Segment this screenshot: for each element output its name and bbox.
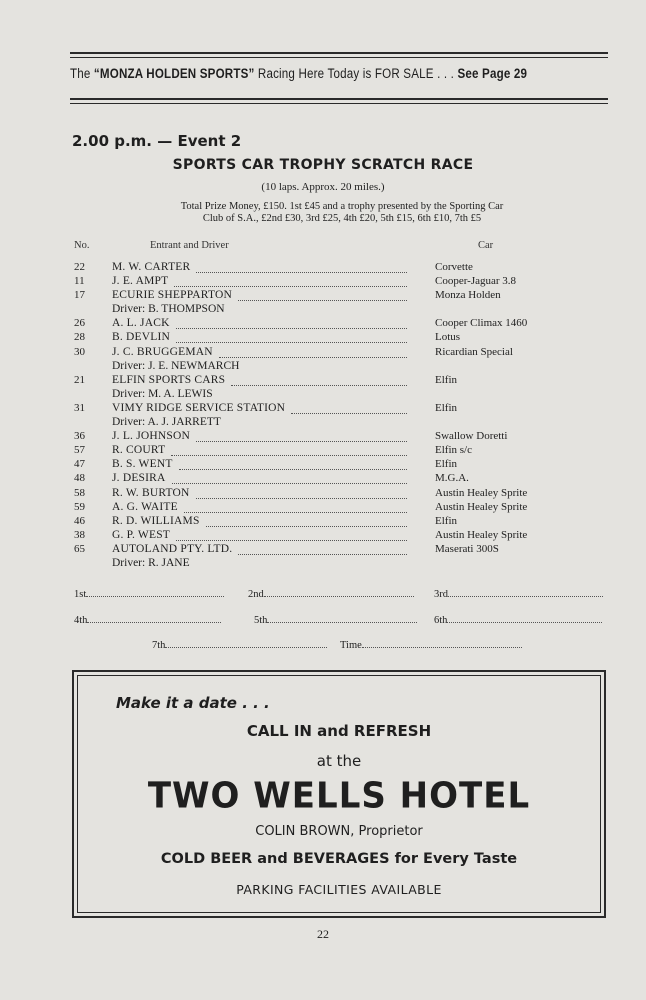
column-header-entrant: Entrant and Driver <box>150 240 229 251</box>
entrant-name: B. S. WENT <box>112 458 173 471</box>
leader-dots <box>291 401 407 414</box>
car-name: Monza Holden <box>435 289 501 302</box>
ad-drinks: COLD BEER and BEVERAGES for Every Taste <box>160 851 518 867</box>
leader-dots <box>176 316 407 329</box>
entry-number: 47 <box>74 458 85 471</box>
prize-line-2: Club of S.A., £2nd £30, 3rd £25, 4th £20, 5th £15, 6th £10, 7th £5 <box>202 213 482 224</box>
entrant-name: R. W. BURTON <box>112 486 190 499</box>
event-time: 2.00 p.m. — <box>72 132 173 150</box>
result-1st-label: 1st <box>74 589 87 600</box>
entrant-name: J. DESIRA <box>112 472 166 485</box>
entry-row <box>72 500 612 514</box>
result-time <box>340 637 522 651</box>
entry-row <box>72 486 612 500</box>
ad-call-in: CALL IN and REFRESH <box>246 722 432 740</box>
leader-dots <box>196 260 407 273</box>
entrant-name: J. L. JOHNSON <box>112 430 190 443</box>
leader-dots <box>176 528 407 541</box>
banner-page-ref: See Page 29 <box>457 66 528 81</box>
driver-row <box>72 387 612 401</box>
car-name: Austin Healey Sprite <box>435 528 528 541</box>
result-2nd <box>248 586 414 600</box>
entry-row <box>72 316 612 330</box>
result-6th-label: 6th <box>434 615 448 626</box>
result-4th <box>74 612 221 626</box>
result-4th-label: 4th <box>74 615 88 626</box>
entry-number: 26 <box>74 317 85 330</box>
car-name: Corvette <box>435 261 473 273</box>
driver-name: Driver: M. A. LEWIS <box>112 387 213 400</box>
race-title: SPORTS CAR TROPHY SCRATCH RACE <box>172 157 474 173</box>
entrant-name: B. DEVLIN <box>112 331 171 344</box>
car-name: Austin Healey Sprite <box>435 486 528 499</box>
entry-list <box>72 260 612 570</box>
driver-name: Driver: J. E. NEWMARCH <box>112 359 240 372</box>
car-name: Swallow Doretti <box>435 430 508 443</box>
banner-car-name: “MONZA HOLDEN SPORTS” <box>93 66 255 81</box>
top-rule-thin <box>70 57 608 58</box>
entry-number: 57 <box>74 444 85 457</box>
result-7th-label: 7th <box>152 640 166 651</box>
car-name: Elfin <box>435 514 457 527</box>
prize-money <box>72 201 612 225</box>
driver-name: Driver: R. JANE <box>112 556 190 569</box>
driver-row <box>72 359 612 373</box>
entrant-name: AUTOLAND PTY. LTD. <box>112 542 233 555</box>
car-name: Austin Healey Sprite <box>435 500 528 513</box>
leader-dots <box>176 330 407 343</box>
entry-row <box>72 288 612 302</box>
entry-row <box>72 274 612 288</box>
top-rule <box>70 52 608 54</box>
entry-row <box>72 401 612 415</box>
car-name: Maserati 300S <box>435 542 499 555</box>
page-number: 22 <box>317 927 329 941</box>
entry-row <box>72 443 612 457</box>
result-3rd <box>434 586 603 600</box>
hotel-advertisement <box>72 670 606 918</box>
entrant-name: ELFIN SPORTS CARS <box>112 373 226 386</box>
race-laps: (10 laps. Approx. 20 miles.) <box>261 181 385 193</box>
result-1st <box>74 586 224 600</box>
entrant-name: A. L. JACK <box>112 317 170 330</box>
leader-dots <box>171 443 407 456</box>
entrant-name: J. C. BRUGGEMAN <box>112 345 213 358</box>
entrant-name: J. E. AMPT <box>112 275 169 288</box>
driver-row <box>72 302 612 316</box>
entry-number: 21 <box>74 373 85 386</box>
car-name: Lotus <box>435 331 461 344</box>
car-name: Cooper Climax 1460 <box>435 317 528 330</box>
driver-row <box>72 556 612 570</box>
ad-hotel-name: TWO WELLS HOTEL <box>147 775 531 817</box>
entry-row <box>72 457 612 471</box>
banner-prefix: The <box>70 66 94 81</box>
leader-dots <box>206 514 407 527</box>
banner-rule-thin <box>70 103 608 104</box>
car-name: Ricardian Special <box>435 345 513 358</box>
result-time-label: Time <box>340 640 362 651</box>
entry-number: 58 <box>74 486 85 499</box>
entry-row <box>72 330 612 344</box>
entry-number: 30 <box>74 345 85 358</box>
entry-row <box>72 260 612 274</box>
result-5th <box>254 612 417 626</box>
leader-dots <box>172 471 407 484</box>
entry-number: 38 <box>74 528 85 541</box>
entry-number: 46 <box>74 514 85 527</box>
entry-row <box>72 429 612 443</box>
driver-row <box>72 415 612 429</box>
car-name: Elfin <box>435 373 457 386</box>
leader-dots <box>219 345 407 358</box>
entry-number: 11 <box>74 275 85 288</box>
result-6th <box>434 612 602 626</box>
leader-dots <box>238 288 407 301</box>
entry-row <box>72 373 612 387</box>
entry-row <box>72 514 612 528</box>
banner-rule <box>70 98 608 100</box>
ad-at-the: at the <box>316 752 362 770</box>
leader-dots <box>238 542 407 555</box>
car-name: Elfin <box>435 401 457 414</box>
entry-row <box>72 528 612 542</box>
leader-dots <box>179 457 407 470</box>
entrant-name: R. D. WILLIAMS <box>112 514 200 527</box>
ad-tagline: Make it a date . . . <box>116 694 270 712</box>
ad-parking: PARKING FACILITIES AVAILABLE <box>236 882 442 897</box>
car-name: Cooper-Jaguar 3.8 <box>435 275 517 288</box>
entrant-name: VIMY RIDGE SERVICE STATION <box>112 401 286 414</box>
entry-number: 65 <box>74 542 85 555</box>
leader-dots <box>174 274 407 287</box>
result-7th <box>152 637 327 651</box>
entrant-name: R. COURT <box>112 444 166 457</box>
entry-row <box>72 345 612 359</box>
entry-row <box>72 542 612 556</box>
event-heading <box>72 132 241 150</box>
entrant-name: A. G. WAITE <box>112 500 178 513</box>
ad-proprietor: COLIN BROWN, Proprietor <box>255 824 423 839</box>
entrant-name: M. W. CARTER <box>112 261 191 273</box>
leader-dots <box>184 500 407 513</box>
driver-name: Driver: A. J. JARRETT <box>112 416 221 429</box>
entry-number: 48 <box>74 472 85 485</box>
leader-dots <box>196 429 407 442</box>
entry-row <box>72 471 612 485</box>
banner-middle: Racing Here Today is FOR SALE . . . <box>254 66 458 81</box>
event-number: Event 2 <box>177 132 242 150</box>
driver-name: Driver: B. THOMPSON <box>112 303 225 316</box>
entrant-name: ECURIE SHEPPARTON <box>112 289 232 302</box>
result-2nd-label: 2nd <box>248 589 264 600</box>
leader-dots <box>196 486 407 499</box>
column-header-no: No. <box>74 240 90 251</box>
entrant-name: G. P. WEST <box>112 528 171 541</box>
car-name: Elfin s/c <box>435 444 472 457</box>
entry-number: 22 <box>74 261 85 273</box>
entry-number: 59 <box>74 500 85 513</box>
entry-number: 36 <box>74 430 85 443</box>
result-3rd-label: 3rd <box>434 589 448 600</box>
entry-number: 28 <box>74 331 85 344</box>
entry-number: 31 <box>74 401 85 414</box>
car-name: M.G.A. <box>435 472 469 485</box>
prize-line-1: Total Prize Money, £150. 1st £45 and a trophy presented by the Sporting Car <box>180 201 504 212</box>
car-name: Elfin <box>435 458 457 471</box>
leader-dots <box>231 373 407 386</box>
column-header-car: Car <box>478 240 494 251</box>
sale-banner <box>70 66 533 81</box>
result-5th-label: 5th <box>254 615 268 626</box>
entry-number: 17 <box>74 289 85 302</box>
